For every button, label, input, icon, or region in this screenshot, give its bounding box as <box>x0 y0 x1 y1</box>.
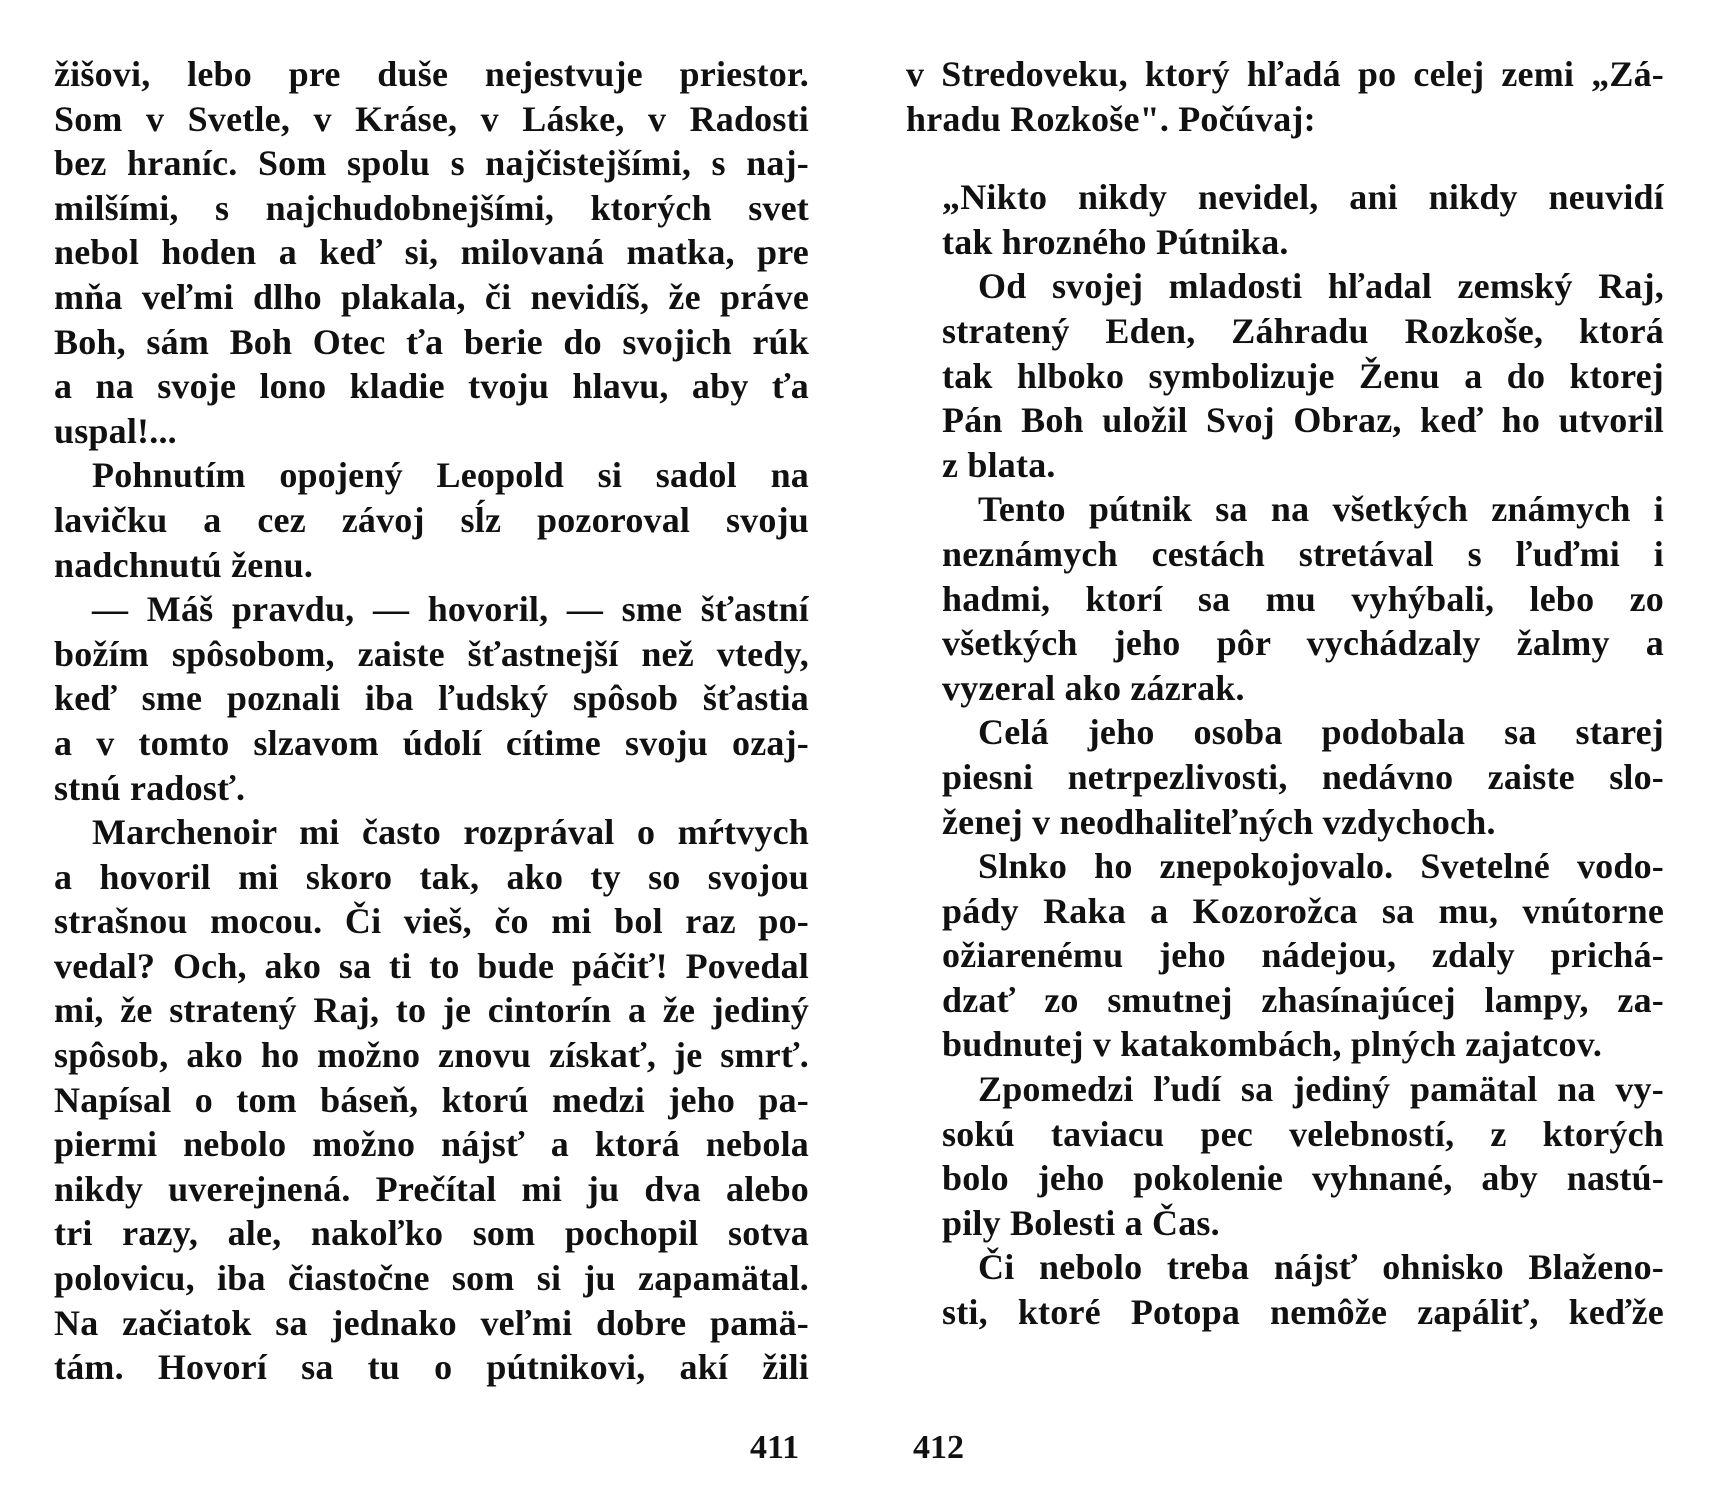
text-line: mi, že stratený Raj, to je cintorín a že jediný <box>54 990 809 1031</box>
text-line: budnutej v katakombách, plných zajatcov. <box>942 1024 1603 1065</box>
text-line: nadchnutú ženu. <box>54 544 314 585</box>
quote-paragraph <box>906 1067 1664 1245</box>
text-line: milšími, s najchudobnejšími, ktorých svet <box>54 187 809 228</box>
paragraph-gap <box>906 141 1664 175</box>
text-line: a hovoril mi skoro tak, ako ty so svojou <box>54 856 809 897</box>
text-line: hradu Rozkoše". Počúvaj: <box>906 98 1316 139</box>
quote-paragraph <box>906 844 1664 1067</box>
text-line: „Nikto nikdy nevidel, ani nikdy neuvidí <box>942 177 1664 218</box>
text-line: Od svojej mladosti hľadal zemský Raj, <box>978 266 1664 307</box>
text-line: Na začiatok sa jednako veľmi dobre pamä- <box>54 1302 809 1343</box>
text-line: keď sme poznali iba ľudský spôsob šťastia <box>54 678 809 719</box>
text-line: nebol hoden a keď si, milovaná matka, pre <box>54 232 809 273</box>
quote-paragraph <box>906 175 1664 264</box>
text-line: sokú taviacu pec velebností, z ktorých <box>942 1113 1664 1154</box>
quoted-poem <box>906 175 1664 1334</box>
quote-paragraph <box>906 487 1664 710</box>
text-line: žišovi, lebo pre duše nejestvuje priestor. <box>54 54 809 94</box>
text-line: piesni netrpezlivosti, nedávno zaiste slo- <box>942 756 1664 797</box>
text-line: Napísal o tom báseň, ktorú medzi jeho pa- <box>54 1079 809 1120</box>
text-line: stratený Eden, Záhradu Rozkoše, ktorá <box>942 310 1664 351</box>
paragraph <box>54 587 809 810</box>
text-line: polovicu, iba čiastočne som si ju zapamätal. <box>54 1258 809 1299</box>
text-line: dzať zo smutnej zhasínajúcej lampy, za- <box>942 979 1664 1020</box>
text-line: lavičku a cez závoj sĺz pozoroval svoju <box>54 499 809 540</box>
text-line: vyzeral ako zázrak. <box>942 667 1245 708</box>
text-line: spôsob, ako ho možno znovu získať, je smrť. <box>54 1035 809 1076</box>
text-line: tám. Hovorí sa tu o pútnikovi, akí žili <box>54 1347 809 1388</box>
text-line: a v tomto slzavom údolí cítime svoju ozaj- <box>54 722 809 763</box>
left-page-text <box>54 52 809 1390</box>
text-line: tak hrozného Pútnika. <box>942 221 1289 262</box>
intro-paragraph <box>906 52 1664 141</box>
right-page-text <box>906 52 1664 1335</box>
paragraph <box>54 52 809 453</box>
text-line: mňa veľmi dlho plakala, či nevidíš, že práve <box>54 276 809 317</box>
text-line: piermi nebolo možno nájsť a ktorá nebola <box>54 1124 809 1165</box>
text-line: hadmi, ktorí sa mu vyhýbali, lebo zo <box>942 578 1664 619</box>
text-line: sti, ktoré Potopa nemôže zapáliť, keďže <box>942 1292 1664 1333</box>
text-line: Boh, sám Boh Otec ťa berie do svojich rúk <box>54 321 809 362</box>
text-line: bolo jeho pokolenie vyhnané, aby nastú- <box>942 1158 1664 1199</box>
text-line: a na svoje lono kladie tvoju hlavu, aby ťa <box>54 366 809 407</box>
paragraph <box>54 453 809 587</box>
text-line: pily Bolesti a Čas. <box>942 1202 1220 1243</box>
text-line: Celá jeho osoba podobala sa starej <box>978 712 1664 753</box>
text-line: tak hlboko symbolizuje Ženu a do ktorej <box>942 355 1664 396</box>
text-line: vedal? Och, ako sa ti to bude páčiť! Povedal <box>54 945 809 986</box>
quote-paragraph <box>906 1245 1664 1334</box>
text-line: ožiarenému jeho nádejou, zdaly prichá- <box>942 935 1664 976</box>
text-line: neznámych cestách stretával s ľuďmi i <box>942 533 1664 574</box>
quote-paragraph <box>906 264 1664 487</box>
paragraph <box>54 810 809 1390</box>
text-line: ženej v neodhaliteľných vzdychoch. <box>942 801 1496 842</box>
text-line: Či nebolo treba nájsť ohnisko Blaženo- <box>978 1247 1664 1288</box>
text-line: božím spôsobom, zaiste šťastnejší než vtedy, <box>54 633 809 674</box>
text-line: všetkých jeho pôr vychádzaly žalmy a <box>942 623 1664 664</box>
text-line: Tento pútnik sa na všetkých známych i <box>978 489 1664 530</box>
page-number: 412 <box>913 1429 964 1466</box>
quote-paragraph <box>906 710 1664 844</box>
text-line: uspal!... <box>54 410 177 451</box>
text-line: z blata. <box>942 444 1056 485</box>
text-line: Som v Svetle, v Kráse, v Láske, v Radosti <box>54 98 809 139</box>
right-page <box>857 0 1714 1500</box>
text-line: v Stredoveku, ktorý hľadá po celej zemi „Zá- <box>906 54 1664 94</box>
text-line: tri razy, ale, nakoľko som pochopil sotva <box>54 1213 809 1254</box>
text-line: Zpomedzi ľudí sa jediný pamätal na vy- <box>978 1069 1664 1110</box>
text-line: — Máš pravdu, — hovoril, — sme šťastní <box>92 589 809 630</box>
text-line: bez hraníc. Som spolu s najčistejšími, s naj- <box>54 143 809 184</box>
text-line: Slnko ho znepokojovalo. Svetelné vodo- <box>978 846 1664 887</box>
text-line: Pohnutím opojený Leopold si sadol na <box>92 455 809 496</box>
text-line: strašnou mocou. Či vieš, čo mi bol raz po- <box>54 901 809 942</box>
text-line: Pán Boh uložil Svoj Obraz, keď ho utvoril <box>942 400 1664 441</box>
text-line: stnú radosť. <box>54 767 246 808</box>
text-line: Marchenoir mi často rozprával o mŕtvych <box>92 812 809 853</box>
text-line: nikdy uverejnená. Prečítal mi ju dva alebo <box>54 1168 809 1209</box>
page-number: 411 <box>750 1429 800 1466</box>
text-line: pády Raka a Kozorožca sa mu, vnútorne <box>942 890 1664 931</box>
